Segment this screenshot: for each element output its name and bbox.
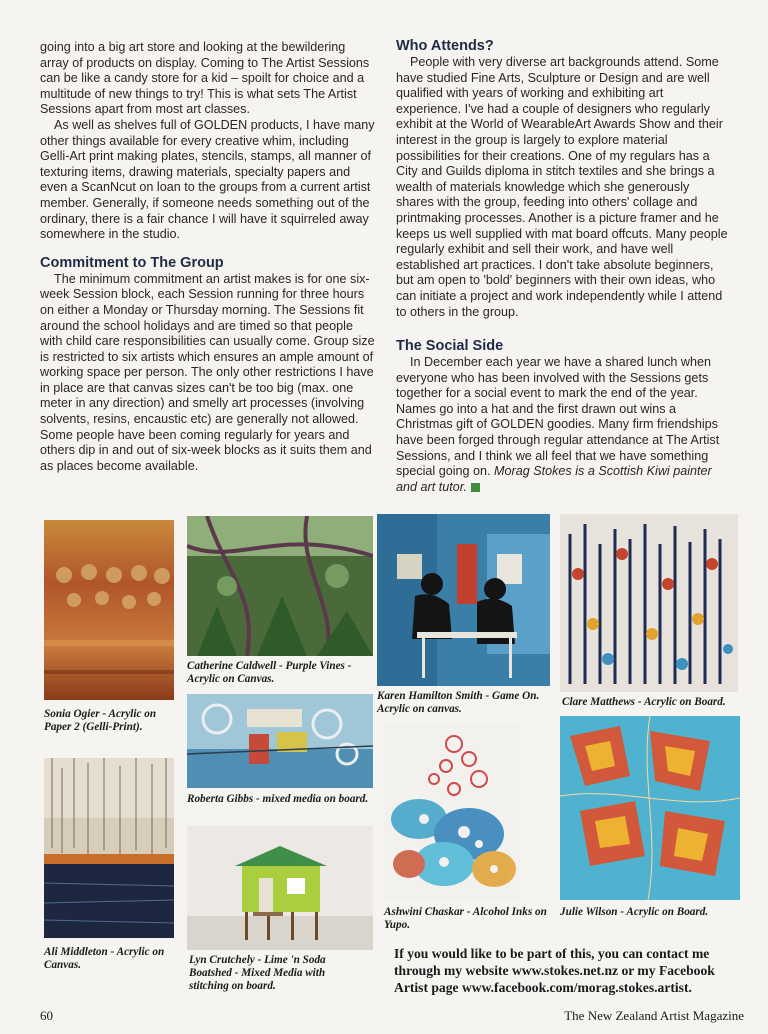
artwork-sonia-ogier xyxy=(44,520,174,700)
caption-roberta-gibbs: Roberta Gibbs - mixed media on board. xyxy=(187,793,369,805)
caption-sonia-ogier: Sonia Ogier - Acrylic on Paper 2 (Gelli-Print). xyxy=(44,708,157,733)
artwork-karen-hamilton-smith xyxy=(377,514,550,686)
caption-julie-wilson: Julie Wilson - Acrylic on Board. xyxy=(560,906,709,918)
artwork-roberta-image xyxy=(187,694,373,788)
left-column xyxy=(40,40,376,474)
magazine-name: The New Zealand Artist Magazine xyxy=(564,1008,744,1023)
caption-lyn-crutchely: Lyn Crutchely - Lime 'n Soda Boatshed - Mixed Media with stitching on board. xyxy=(189,954,326,992)
commitment-paragraph: The minimum commitment an artist makes is for one six-week Session block, each Session running for three hours on either a Monday or Thursday morning. The Sessions fit around the school holidays and are timed so that people with child care responsibilities can usually come. Group size is restricted to six artists which ensures an ample amount of working space per person. The only other restrictions I have in place are that canvas sizes can't be too big (max. one meter in any direction) and smelly art processes (involving solvents, resins, encaustic etc) are generally not allowed. Some people have been coming regularly for years and others dip in and out of six-week blocks as it suits them and as places become available. xyxy=(40,271,375,473)
artwork-roberta-gibbs xyxy=(187,694,373,788)
page-number: 60 xyxy=(40,1008,53,1023)
artwork-ashwini-image xyxy=(384,724,520,900)
artwork-clare-matthews xyxy=(560,514,738,692)
social-side-heading: The Social Side xyxy=(396,338,504,355)
artwork-ali-image xyxy=(44,758,174,938)
artwork-lyn-crutchely xyxy=(187,826,373,950)
artwork-ali-middleton xyxy=(44,758,174,938)
social-side-text: In December each year we have a shared lunch when everyone who has been involved with the Sessions gets together for a social event to mark the end of the year. Names go into a hat and the first drawn out wins a Christmas gift of GOLDEN goodies. Many firm friendships have been forged through regular attendance at The Artist Sessions, and I think we all feel that we have something special going on. xyxy=(396,355,720,479)
caption-ashwini-chaskar: Ashwini Chaskar - Alcohol Inks on Yupo. xyxy=(384,906,547,931)
end-of-article-icon xyxy=(471,483,480,492)
right-column xyxy=(396,37,730,495)
who-attends-heading: Who Attends? xyxy=(396,38,494,54)
artwork-clare-image xyxy=(560,514,738,692)
contact-info: If you would like to be part of this, you can contact me through my website www.stokes.net.nz or my Facebook Artist page www.facebook.com/morag.stokes.artist. xyxy=(394,946,715,995)
artwork-sonia-image xyxy=(44,520,174,700)
intro-paragraph: As well as shelves full of GOLDEN products, I have many other things available for every creative whim, including Gelli-Art print making plates, stencils, stamps, all manner of texturing items, drawing materials, specialty papers and even a ScanNcut on loan to the groups from a current artist member. Generally, if someone needs something out of the ordinary, there is a fair chance I will have it squirreled away somewhere in the studio. xyxy=(40,117,375,242)
artwork-karen-image xyxy=(377,514,550,686)
commitment-heading: Commitment to The Group xyxy=(40,254,224,271)
caption-clare-matthews: Clare Matthews - Acrylic on Board. xyxy=(562,696,726,708)
artwork-julie-wilson xyxy=(560,716,740,900)
artwork-catherine-caldwell xyxy=(187,516,373,656)
who-attends-paragraph: People with very diverse art backgrounds attend. Some have studied Fine Arts, Sculpture or Design and are well qualified with years of working and exhibiting art experience. I've had a couple of designers who regularly exhibit at the World of WearableArt Awards Show and their interest in the group is largely to explore material possibilities for their creations. One of my regulars has a City and Guilds diploma in stitch textiles and she brings a wealth of materials knowledge which she generously shares with the group, feeding into others' collage and printmaking processes. Another is a picture framer and he keeps us well supplied with mat board offcuts. Many people regularly exhibit and sell their work, and have well established art practices. I don't take absolute beginners, but am open to 'bold' beginners with their own ideas, who can initiate a project and work independently while I attend to others in the group. xyxy=(396,55,728,319)
social-side-paragraph xyxy=(396,355,730,495)
artwork-lyn-image xyxy=(187,826,373,950)
author-note: Morag Stokes is a Scottish Kiwi painter and art tutor. xyxy=(396,464,712,494)
caption-karen-hamilton-smith: Karen Hamilton Smith - Game On. Acrylic on canvas. xyxy=(377,690,540,715)
intro-paragraph: going into a big art store and looking at the bewildering array of products on display. Coming to The Artist Sessions can be like a candy store for a kid – spoilt for choice and a multitude of new things to try! This is what sets The Artist Sessions apart from most art classes. xyxy=(40,40,370,117)
caption-ali-middleton: Ali Middleton - Acrylic on Canvas. xyxy=(44,946,165,971)
artwork-ashwini-chaskar xyxy=(384,724,520,900)
caption-catherine-caldwell: Catherine Caldwell - Purple Vines - Acrylic on Canvas. xyxy=(187,660,352,685)
artwork-julie-image xyxy=(560,716,740,900)
artwork-catherine-image xyxy=(187,516,373,656)
